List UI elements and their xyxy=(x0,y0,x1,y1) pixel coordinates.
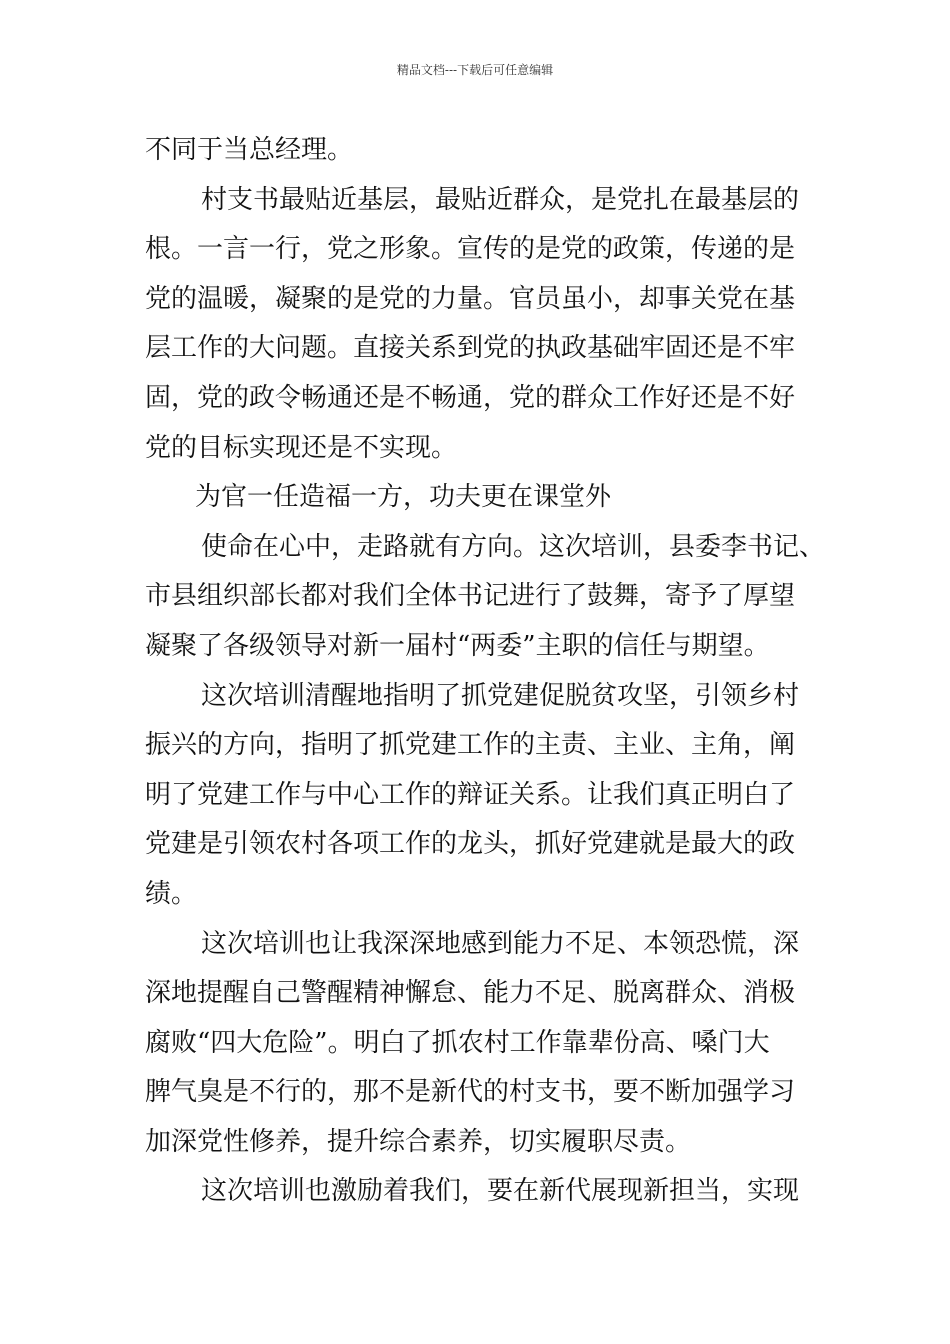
paragraph-start-line: 这次培训清醒地指明了抓党建促脱贫攻坚，引领乡村 xyxy=(201,680,800,711)
text-line: 振兴的方向，指明了抓党建工作的主责、主业、主角，阐 xyxy=(145,730,796,761)
page-header: 精品文档---下载后可任意编辑 xyxy=(396,63,554,77)
text-line: 党的目标实现还是不实现。 xyxy=(145,432,458,463)
paragraph-start-line: 村支书最贴近基层，最贴近群众，是党扎在最基层的 xyxy=(201,184,800,215)
text-line: 凝聚了各级领导对新一届村“两委”主职的信任与期望。 xyxy=(145,630,770,661)
text-line: 固，党的政令畅通还是不畅通，党的群众工作好还是不好 xyxy=(145,382,796,413)
paragraph-start-line: 这次培训也激励着我们，要在新代展现新担当，实现 xyxy=(201,1176,800,1207)
text-line: 腐败“四大危险”。明白了抓农村工作靠辈份高、嗓门大 xyxy=(145,1027,770,1058)
paragraph-start-line: 使命在心中，走路就有方向。这次培训，县委李书记、 xyxy=(201,531,826,562)
text-line: 不同于当总经理。 xyxy=(145,135,354,165)
text-line: 绩。 xyxy=(145,878,198,909)
text-line: 加深党性修养，提升综合素养，切实履职尽责。 xyxy=(145,1126,692,1157)
document-body xyxy=(145,126,826,1217)
text-line: 市县组织部长都对我们全体书记进行了鼓舞，寄予了厚望 xyxy=(145,581,796,612)
text-line: 脾气臭是不行的，那不是新代的村支书，要不断加强学习 xyxy=(145,1077,796,1108)
text-line: 党建是引领农村各项工作的龙头，抓好党建就是最大的政 xyxy=(145,829,796,860)
section-heading: 为官一任造福一方，功夫更在课堂外 xyxy=(195,482,612,513)
text-line: 明了党建工作与中心工作的辩证关系。让我们真正明白了 xyxy=(145,779,796,810)
text-line: 深地提醒自己警醒精神懈怠、能力不足、脱离群众、消极 xyxy=(145,978,796,1009)
text-line: 党的温暖，凝聚的是党的力量。官员虽小，却事关党在基 xyxy=(145,283,796,314)
paragraph-start-line: 这次培训也让我深深地感到能力不足、本领恐慌，深 xyxy=(201,928,800,959)
text-line: 根。一言一行，党之形象。宣传的是党的政策，传递的是 xyxy=(145,234,796,265)
text-line: 层工作的大问题。直接关系到党的执政基础牢固还是不牢 xyxy=(145,333,796,364)
